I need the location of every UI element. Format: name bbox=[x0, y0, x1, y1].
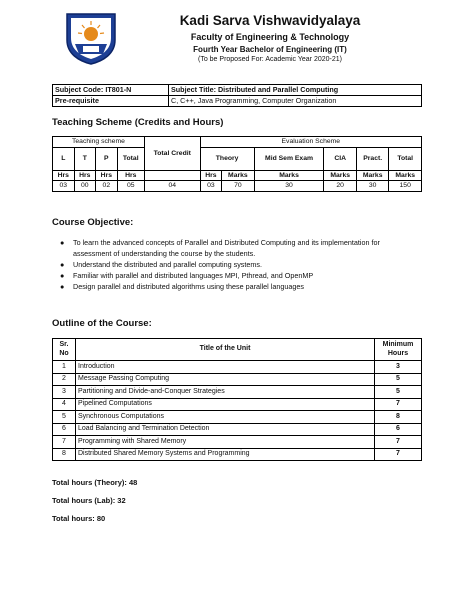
col-theory: Theory bbox=[200, 148, 254, 171]
hours-cell: 7 bbox=[375, 448, 422, 461]
col-eval-total: Total bbox=[389, 148, 422, 171]
sr-cell: 4 bbox=[53, 398, 76, 411]
academic-year: (To be Proposed For: Academic Year 2020-21) bbox=[198, 56, 342, 63]
table-row bbox=[53, 386, 422, 399]
value-cell: 03 bbox=[200, 181, 222, 192]
subject-table bbox=[52, 84, 422, 107]
course-objective-heading: Course Objective: bbox=[52, 217, 134, 228]
col-t: T bbox=[74, 148, 96, 171]
value-cell: 30 bbox=[254, 181, 324, 192]
university-logo bbox=[63, 10, 119, 66]
unit-title-cell: Load Balancing and Termination Detection bbox=[76, 423, 375, 436]
hours-cell: 7 bbox=[375, 436, 422, 449]
hours-cell: 8 bbox=[375, 411, 422, 424]
prerequisite-value: C, C++, Java Programming, Computer Organization bbox=[169, 96, 422, 107]
value-cell: 05 bbox=[117, 181, 144, 192]
unit-title-cell: Distributed Shared Memory Systems and Programming bbox=[76, 448, 375, 461]
value-cell: 04 bbox=[144, 181, 200, 192]
unit-cell: Marks bbox=[222, 171, 254, 181]
prerequisite-label: Pre-requisite bbox=[53, 96, 169, 107]
col-pract: Pract. bbox=[356, 148, 388, 171]
bullet-icon: ● bbox=[60, 260, 65, 269]
sr-cell: 1 bbox=[53, 361, 76, 374]
unit-cell: Marks bbox=[324, 171, 356, 181]
bullet-icon: ● bbox=[60, 271, 65, 280]
col-total-credit: Total Credit bbox=[144, 137, 200, 171]
hours-cell: 5 bbox=[375, 373, 422, 386]
hours-cell: 3 bbox=[375, 361, 422, 374]
table-row bbox=[53, 436, 422, 449]
unit-title-cell: Partitioning and Divide-and-Conquer Strategies bbox=[76, 386, 375, 399]
table-row bbox=[53, 373, 422, 386]
bullet-icon: ● bbox=[60, 238, 65, 247]
faculty-name: Faculty of Engineering & Technology bbox=[190, 32, 350, 42]
sr-cell: 3 bbox=[53, 386, 76, 399]
objective-item: ● Understand the distributed and parallel computing systems. bbox=[60, 260, 262, 269]
col-total: Total bbox=[117, 148, 144, 171]
hours-cell: 6 bbox=[375, 423, 422, 436]
col-cia: CIA bbox=[324, 148, 356, 171]
table-row bbox=[53, 398, 422, 411]
outline-table bbox=[52, 338, 422, 461]
total-hours: Total hours: 80 bbox=[52, 514, 106, 523]
university-name: Kadi Sarva Vishwavidyalaya bbox=[179, 13, 361, 28]
col-unit-title: Title of the Unit bbox=[76, 339, 375, 361]
unit-title-cell: Synchronous Computations bbox=[76, 411, 375, 424]
bullet-icon: ● bbox=[60, 282, 65, 291]
unit-cell: Marks bbox=[356, 171, 388, 181]
evaluation-group-header: Evaluation Scheme bbox=[200, 137, 421, 148]
col-p: P bbox=[96, 148, 118, 171]
hours-cell: 5 bbox=[375, 386, 422, 399]
objective-item: ● To learn the advanced concepts of Parallel and Distributed Computing and its implementation for assessment of understanding the course by the students. bbox=[60, 238, 380, 258]
col-midsem: Mid Sem Exam bbox=[254, 148, 324, 171]
sr-cell: 7 bbox=[53, 436, 76, 449]
total-lab-hours: Total hours (Lab): 32 bbox=[52, 496, 126, 505]
unit-cell: Marks bbox=[254, 171, 324, 181]
unit-cell: Hrs bbox=[96, 171, 118, 181]
value-cell: 70 bbox=[222, 181, 254, 192]
sr-cell: 8 bbox=[53, 448, 76, 461]
value-cell: 03 bbox=[53, 181, 75, 192]
subject-title: Subject Title: Distributed and Parallel Computing bbox=[169, 85, 422, 96]
value-cell: 20 bbox=[324, 181, 356, 192]
unit-title-cell: Message Passing Computing bbox=[76, 373, 375, 386]
outline-heading: Outline of the Course: bbox=[52, 318, 152, 329]
table-row bbox=[53, 423, 422, 436]
total-theory-hours: Total hours (Theory): 48 bbox=[52, 478, 138, 487]
unit-cell-empty bbox=[144, 171, 200, 181]
subject-code: Subject Code: IT801-N bbox=[53, 85, 169, 96]
table-row bbox=[53, 411, 422, 424]
unit-cell: Hrs bbox=[200, 171, 222, 181]
teaching-scheme-table bbox=[52, 136, 422, 192]
unit-cell: Marks bbox=[389, 171, 422, 181]
col-sr-no: Sr. No bbox=[53, 339, 76, 361]
sr-cell: 2 bbox=[53, 373, 76, 386]
hours-cell: 7 bbox=[375, 398, 422, 411]
value-cell: 02 bbox=[96, 181, 118, 192]
unit-title-cell: Pipelined Computations bbox=[76, 398, 375, 411]
table-row bbox=[53, 361, 422, 374]
value-cell: 150 bbox=[389, 181, 422, 192]
value-cell: 00 bbox=[74, 181, 96, 192]
objective-item: ● Design parallel and distributed algorithms using these parallel languages bbox=[60, 282, 304, 291]
unit-title-cell: Programming with Shared Memory bbox=[76, 436, 375, 449]
col-min-hours: Minimum Hours bbox=[375, 339, 422, 361]
unit-title-cell: Introduction bbox=[76, 361, 375, 374]
unit-cell: Hrs bbox=[74, 171, 96, 181]
teaching-group-header: Teaching scheme bbox=[53, 137, 145, 148]
sr-cell: 5 bbox=[53, 411, 76, 424]
value-cell: 30 bbox=[356, 181, 388, 192]
sr-cell: 6 bbox=[53, 423, 76, 436]
objective-item: ● Familiar with parallel and distributed languages MPI, Pthread, and OpenMP bbox=[60, 271, 314, 280]
unit-cell: Hrs bbox=[53, 171, 75, 181]
table-row bbox=[53, 448, 422, 461]
unit-cell: Hrs bbox=[117, 171, 144, 181]
objective-list bbox=[60, 237, 420, 292]
teaching-scheme-heading: Teaching Scheme (Credits and Hours) bbox=[52, 117, 224, 128]
program-name: Fourth Year Bachelor of Engineering (IT) bbox=[193, 45, 347, 54]
col-l: L bbox=[53, 148, 75, 171]
